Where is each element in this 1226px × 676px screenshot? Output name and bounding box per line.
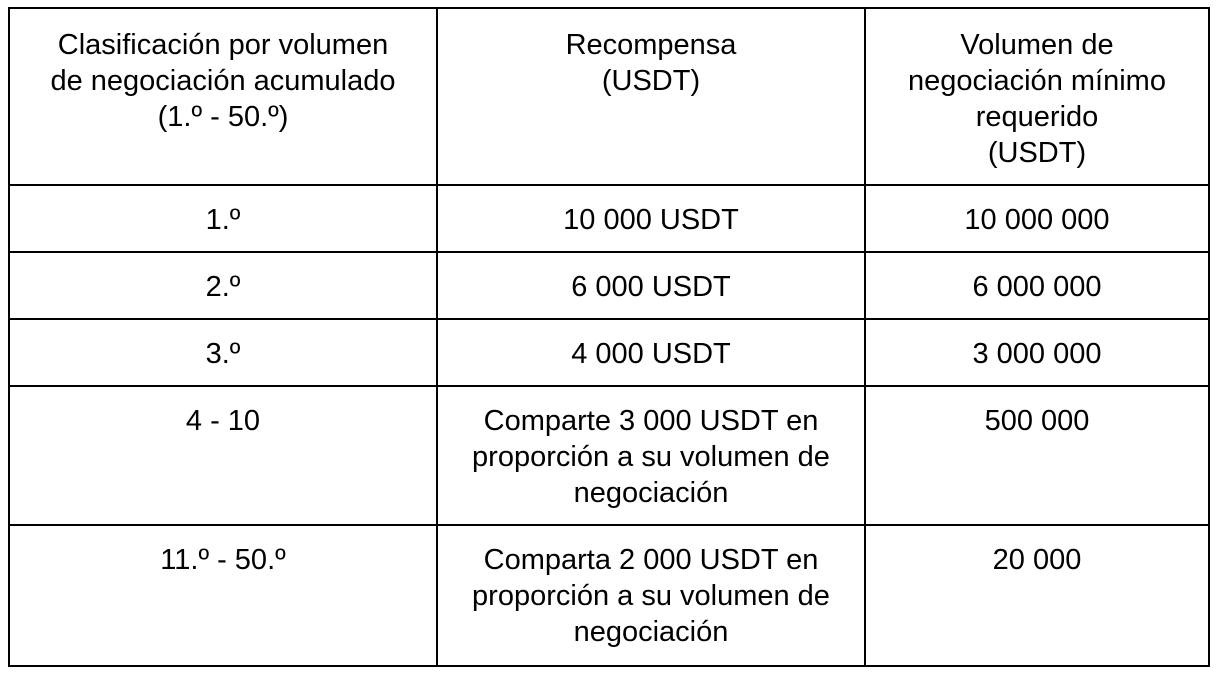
- reward-cell: [437, 386, 865, 525]
- table-row: [9, 386, 1209, 525]
- min-volume-cell: 10 000 000: [865, 185, 1209, 252]
- header-ranking: [9, 8, 437, 185]
- rank-cell: 1.º: [9, 185, 437, 252]
- reward-line: 4 000 USDT: [571, 338, 731, 370]
- min-volume-cell: 500 000: [865, 386, 1209, 525]
- header-reward-line: (USDT): [601, 65, 701, 97]
- reward-line: Comparte 3 000 USDT en: [483, 405, 819, 437]
- min-volume-cell: 20 000: [865, 525, 1209, 666]
- table-row: [9, 319, 1209, 386]
- header-min-volume-line: (USDT): [987, 137, 1087, 169]
- min-volume-cell: 6 000 000: [865, 252, 1209, 319]
- table-header-row: [9, 8, 1209, 185]
- header-ranking-line: de negociación acumulado: [50, 65, 396, 97]
- reward-line: Comparta 2 000 USDT en: [483, 544, 819, 576]
- table-row: [9, 252, 1209, 319]
- reward-cell: [437, 252, 865, 319]
- header-min-volume-line: requerido: [975, 101, 1099, 133]
- reward-line: negociación: [573, 477, 729, 509]
- min-volume-cell: 3 000 000: [865, 319, 1209, 386]
- reward-line: negociación: [573, 616, 729, 648]
- reward-line: 10 000 USDT: [563, 204, 739, 236]
- reward-line: proporción a su volumen de: [472, 580, 830, 612]
- rewards-table-container: [8, 7, 1210, 667]
- header-ranking-line: (1.º - 50.º): [157, 101, 289, 133]
- rank-cell: 3.º: [9, 319, 437, 386]
- reward-cell: [437, 319, 865, 386]
- reward-cell: [437, 525, 865, 666]
- header-reward: [437, 8, 865, 185]
- header-min-volume: [865, 8, 1209, 185]
- reward-cell: [437, 185, 865, 252]
- rank-cell: 11.º - 50.º: [9, 525, 437, 666]
- table-row: [9, 185, 1209, 252]
- table-row: [9, 525, 1209, 666]
- reward-line: 6 000 USDT: [571, 271, 731, 303]
- reward-line: proporción a su volumen de: [472, 441, 830, 473]
- rewards-table: [8, 7, 1210, 667]
- header-min-volume-line: negociación mínimo: [908, 65, 1166, 97]
- header-reward-line: Recompensa: [565, 29, 737, 61]
- rank-cell: 2.º: [9, 252, 437, 319]
- header-min-volume-line: Volumen de: [960, 29, 1114, 61]
- rank-cell: 4 - 10: [9, 386, 437, 525]
- header-ranking-line: Clasificación por volumen: [57, 29, 389, 61]
